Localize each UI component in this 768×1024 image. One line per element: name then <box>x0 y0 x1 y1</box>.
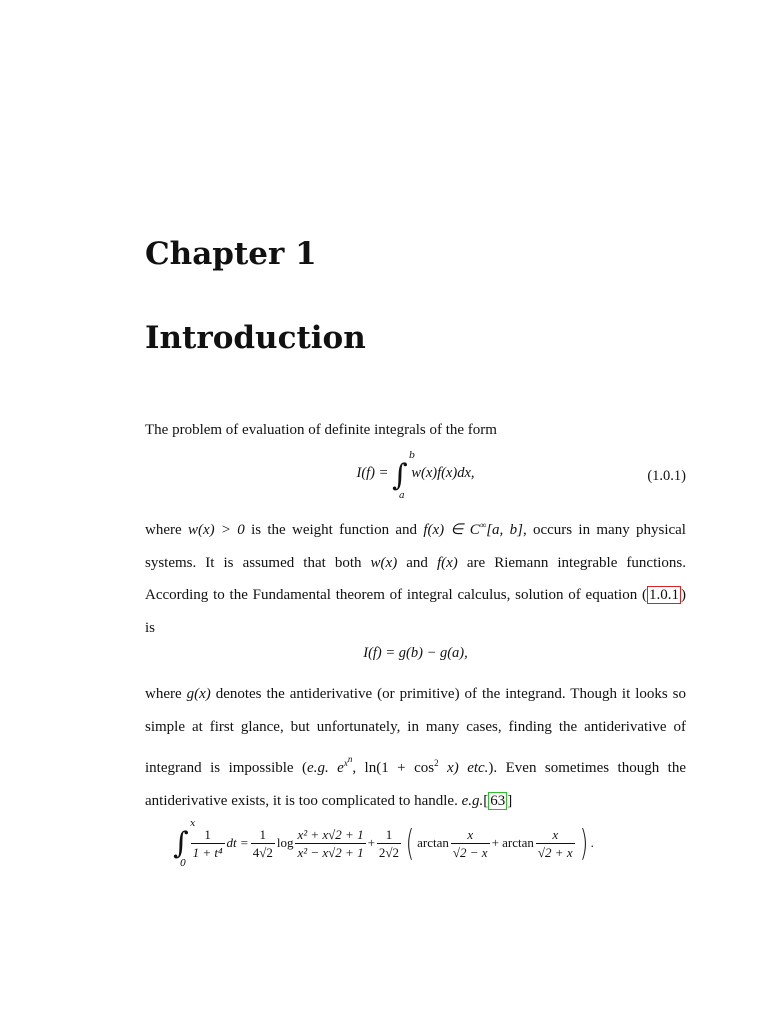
fraction <box>536 826 575 861</box>
fraction <box>451 826 490 861</box>
math-inline: [a, b] <box>486 522 523 538</box>
equation-number: (1.0.1) <box>647 468 686 484</box>
equation-example-integral <box>173 814 703 872</box>
math-superscript: 2 <box>434 758 439 768</box>
eq1-rhs: w(x)f(x)dx, <box>411 465 475 481</box>
eq-text: arctan <box>417 835 449 850</box>
eq-text: . <box>590 835 594 850</box>
paragraph-intro <box>145 414 686 447</box>
integral-lower-limit: a <box>399 490 405 501</box>
math-inline: w(x) <box>370 554 398 571</box>
fraction <box>251 826 275 861</box>
math-inline: etc. <box>467 760 489 776</box>
text-run: denotes the antiderivative (or primitive) of the integrand. Though it looks so simple at first glance, but unfortunately, in many cases, finding the antiderivative of integrand is impossible ( <box>145 686 686 776</box>
page <box>145 0 686 1024</box>
paragraph-text: The problem of evaluation of definite integrals of the form <box>145 422 497 438</box>
text-run: are Riemann integrable functions. According to the Fundamental theorem of integral calculus, solution of equation <box>145 554 686 603</box>
equation-1-0-1 <box>145 450 686 501</box>
integral-lower-limit: 0 <box>180 857 187 869</box>
integral-upper-limit: x <box>190 817 196 829</box>
math-inline: x) <box>438 760 468 776</box>
citation-link[interactable]: 63 <box>490 792 506 809</box>
integral-sign: ∫ b a <box>392 450 416 501</box>
exponent-n: n <box>347 754 353 764</box>
numerator: 1 <box>251 826 275 844</box>
numerator: x <box>536 826 575 844</box>
fraction <box>191 826 225 861</box>
exponent: x <box>343 758 348 768</box>
numerator: 1 <box>191 826 225 844</box>
equation-body <box>145 450 686 501</box>
text-run: where <box>145 686 187 702</box>
math-inline: w(x) > 0 <box>187 522 245 538</box>
eq-text: log <box>276 835 294 850</box>
math-superscript: ∞ <box>479 520 487 530</box>
text-run: where <box>145 522 188 538</box>
numerator: x <box>451 826 490 844</box>
denominator: √2 + x <box>537 844 573 860</box>
fraction <box>377 826 401 861</box>
text-run: , ln(1 + cos <box>352 760 435 776</box>
numerator: 1 <box>377 826 401 844</box>
denominator: 4√2 <box>252 844 273 860</box>
denominator: √2 − x <box>452 844 488 860</box>
denominator: x² − x√2 + 1 <box>297 844 364 860</box>
text-run: is <box>145 619 156 636</box>
eq1-lhs: I(f) = <box>356 465 393 481</box>
equation-row <box>173 814 703 872</box>
equation-body: I(f) = g(b) − g(a), <box>363 645 468 661</box>
chapter-title: Introduction <box>145 320 366 356</box>
fraction <box>295 826 365 861</box>
eq-text: dt = <box>226 835 249 850</box>
integral-upper-limit: b <box>409 450 416 461</box>
eq-text: + <box>367 835 375 850</box>
equation-reference-link[interactable]: 1.0.1 <box>649 587 679 603</box>
math-inline: f(x) ∈ C <box>423 522 480 538</box>
left-paren: ( <box>405 822 415 864</box>
chapter-label: Chapter 1 <box>145 236 317 272</box>
text-run: is the weight function and <box>244 522 424 538</box>
denominator: 2√2 <box>378 844 400 860</box>
math-inline: e.g. <box>461 792 484 809</box>
paragraph-antiderivative: where g(x) denotes the antiderivative (or primitive) of the integrand. Though it looks so simple at first glance, but unfortunately, in many cases, finding the antiderivative of integrand is impossible (e.g. $e^{x^n}$, $\ln(1 + \cos^2 x)$ etc.). Even sometimes though the antiderivative exists, it is too complicated to handle. e.g.[ 63 ] <box>145 686 686 809</box>
text-run: ). Even sometimes though the antiderivative exists, it is too complicated to handle. <box>145 760 686 809</box>
text-run: and <box>397 554 437 571</box>
math-inline: f(x) <box>436 554 458 571</box>
eq-text: + arctan <box>491 835 534 850</box>
text-run: , occurs in many physical systems. It is assumed that both <box>145 522 686 571</box>
math-inline: g(x) <box>186 686 211 702</box>
numerator: x² + x√2 + 1 <box>297 826 364 842</box>
integral-sign: ∫ x 0 <box>173 817 196 869</box>
math-inline: e.g. e <box>307 760 344 776</box>
denominator: 1 + t⁴ <box>192 844 223 860</box>
right-paren: ) <box>579 822 588 864</box>
paragraph-weight: where w(x) > 0 is the weight function and f(x) ∈ C∞[a, b], occurs in many physical systems. It is assumed that both w(x) and f(x) are Riemann integrable functions. According to the Fundamental theorem of integral calculus, solution of equation ( 1.0.1 ) is <box>145 520 686 636</box>
